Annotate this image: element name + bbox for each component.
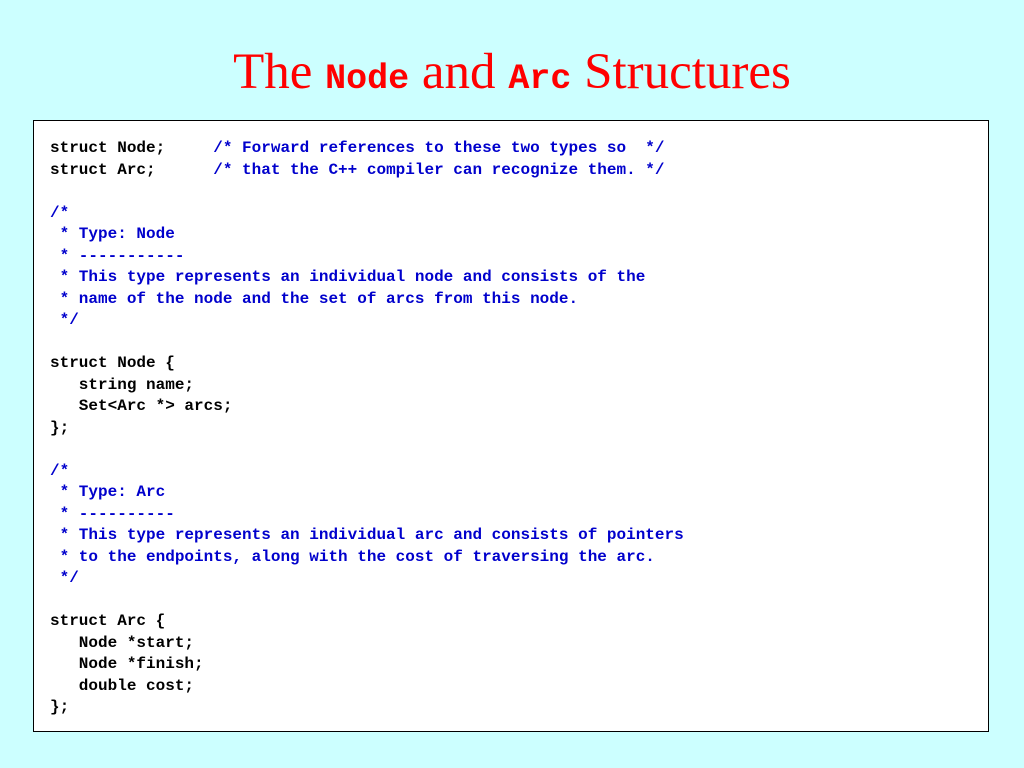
code-line — [50, 160, 684, 182]
code-text: Node *finish; — [50, 655, 204, 673]
code-line — [50, 310, 684, 332]
code-text: struct Node { — [50, 354, 175, 372]
code-line — [50, 396, 684, 418]
code-line — [50, 482, 684, 504]
code-line — [50, 654, 684, 676]
comment-text: /* Forward references to these two types so */ — [213, 139, 665, 157]
code-line — [50, 461, 684, 483]
code-line — [50, 332, 684, 354]
code-line — [50, 525, 684, 547]
comment-text: * name of the node and the set of arcs from this node. — [50, 289, 579, 308]
code-line — [50, 353, 684, 375]
comment-text: */ — [50, 569, 79, 587]
comment-text: * to the endpoints, along with the cost of traversing the arc. — [50, 547, 655, 566]
title-code-arc: Arc — [508, 59, 572, 99]
code-line — [50, 267, 684, 289]
code-line — [50, 138, 684, 160]
slide-title — [0, 42, 1024, 109]
code-text: struct Arc; — [50, 160, 214, 179]
code-line — [50, 504, 684, 526]
code-line — [50, 181, 684, 203]
comment-text: * Type: Arc — [50, 483, 166, 501]
code-text: }; — [50, 418, 70, 437]
code-text: string name; — [50, 375, 195, 394]
code-text: }; — [50, 698, 70, 716]
comment-text: * ---------- — [50, 504, 175, 523]
code-line — [50, 547, 684, 569]
comment-text: * Type: Node — [50, 225, 175, 243]
code-line — [50, 633, 684, 655]
title-text-the: The — [233, 44, 326, 100]
code-line — [50, 697, 684, 719]
code-text: Set<Arc *> arcs; — [50, 397, 233, 415]
title-text-structures: Structures — [571, 44, 791, 100]
comment-text: * This type represents an individual node and consists of the — [50, 268, 646, 286]
code-listing-box — [33, 120, 989, 732]
title-text-and: and — [409, 44, 509, 100]
code-line — [50, 246, 684, 268]
code-text: struct Arc { — [50, 612, 166, 630]
code-line — [50, 676, 684, 698]
comment-text: * This type represents an individual arc and consists of pointers — [50, 526, 684, 544]
comment-text: /* — [50, 461, 70, 480]
code-line — [50, 418, 684, 440]
code-line — [50, 439, 684, 461]
code-text: double cost; — [50, 676, 195, 695]
comment-text: /* that the C++ compiler can recognize them. */ — [213, 160, 665, 179]
comment-text: * ----------- — [50, 246, 185, 265]
code-line — [50, 203, 684, 225]
title-code-node: Node — [325, 59, 410, 99]
comment-text: /* — [50, 203, 70, 222]
code-line — [50, 224, 684, 246]
code-line — [50, 611, 684, 633]
code-line — [50, 375, 684, 397]
code-text: Node *start; — [50, 633, 195, 652]
code-text: struct Node; — [50, 139, 214, 157]
code-line — [50, 289, 684, 311]
code-line — [50, 568, 684, 590]
comment-text: */ — [50, 311, 79, 329]
code-line — [50, 590, 684, 612]
code-listing — [50, 138, 684, 719]
